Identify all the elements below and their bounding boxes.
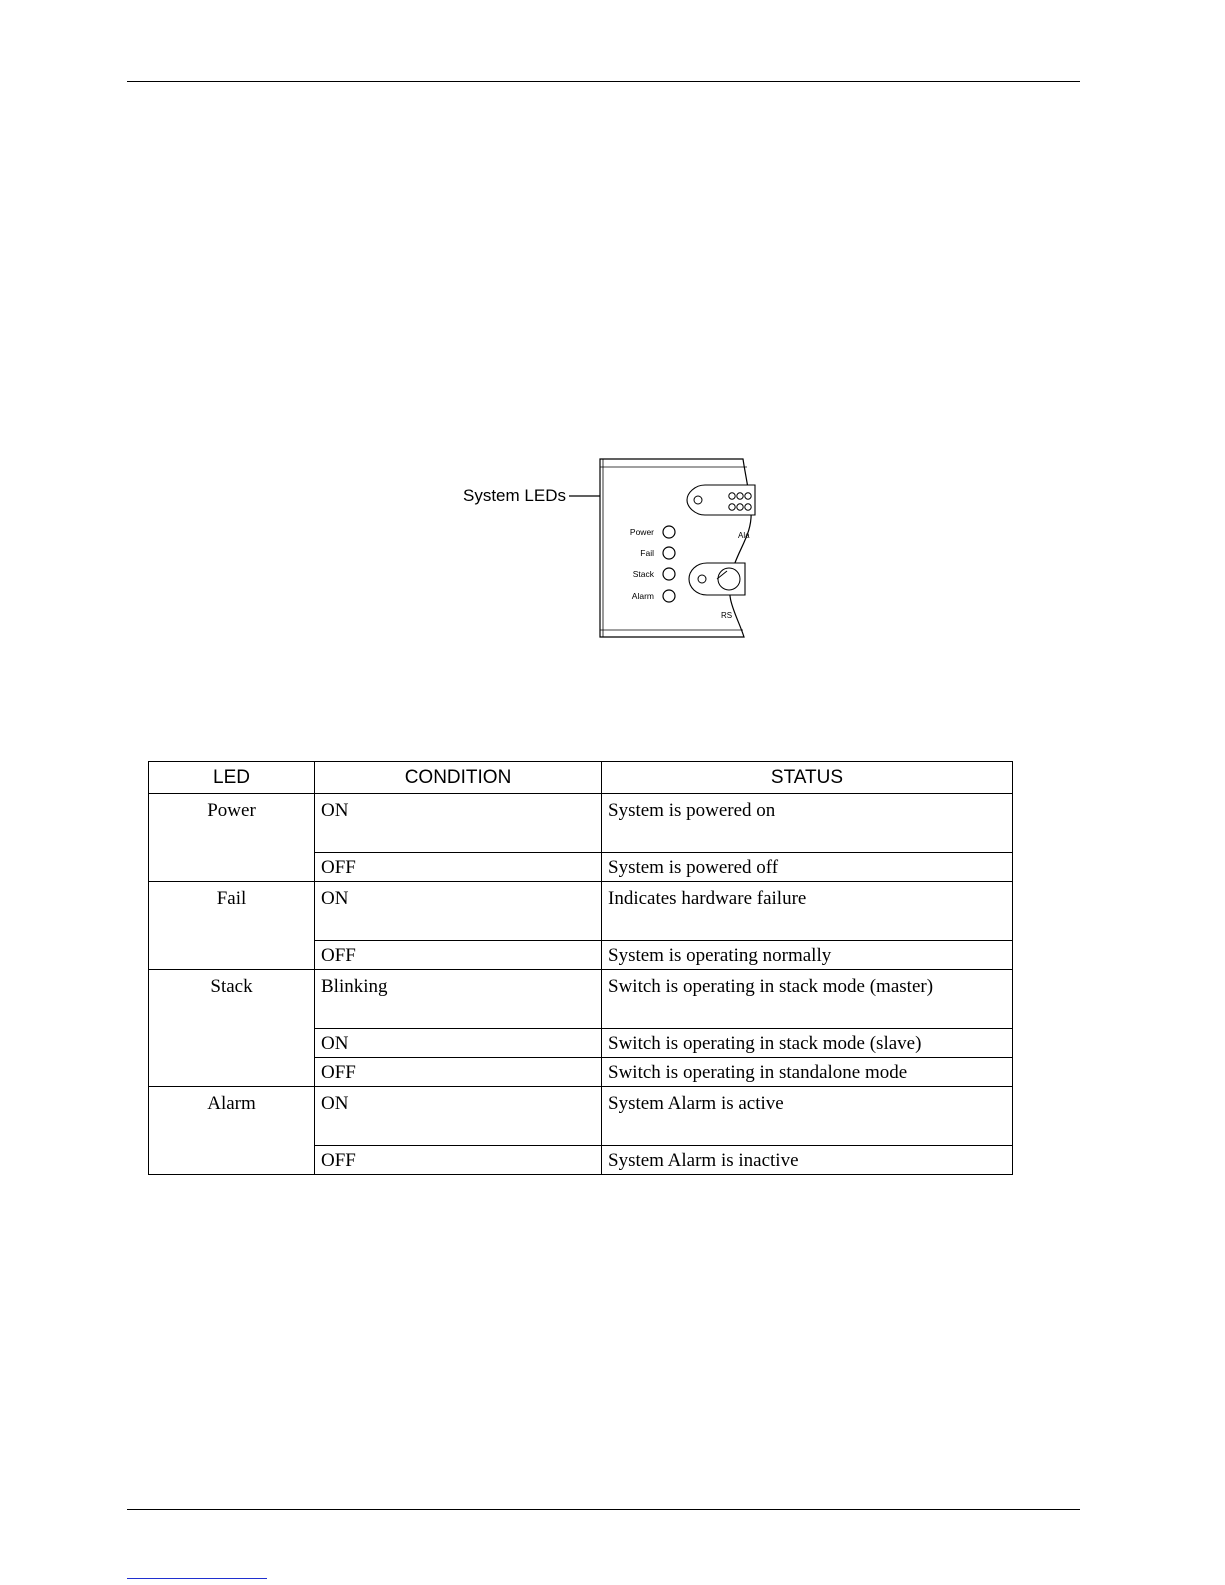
system-leds-figure xyxy=(455,455,775,645)
condition-cell: OFF xyxy=(315,853,602,882)
header-led: LED xyxy=(149,762,315,794)
header-condition: CONDITION xyxy=(315,762,602,794)
connector-socket-icon xyxy=(718,568,740,590)
condition-cell: Blinking xyxy=(315,970,602,1029)
stack-led-icon xyxy=(663,568,675,580)
table-row xyxy=(149,882,1013,941)
status-cell: System is powered on xyxy=(602,794,1013,853)
led-label-power: Power xyxy=(629,527,654,537)
power-led-icon xyxy=(663,526,675,538)
connector-pin-icon xyxy=(745,493,751,499)
led-name-cell: Power xyxy=(149,794,315,882)
condition-cell: ON xyxy=(315,882,602,941)
connector-pin-icon xyxy=(737,504,743,510)
condition-cell: ON xyxy=(315,794,602,853)
figure-callout: System LEDs xyxy=(463,486,566,505)
rs-port-label: RS xyxy=(721,611,733,620)
table-row xyxy=(149,794,1013,853)
status-cell: Switch is operating in stack mode (slave) xyxy=(602,1029,1013,1058)
connector-pin-icon xyxy=(737,493,743,499)
status-cell: Switch is operating in stack mode (master) xyxy=(602,970,1013,1029)
led-name-cell: Fail xyxy=(149,882,315,970)
status-cell: System is operating normally xyxy=(602,941,1013,970)
connector-pin-icon xyxy=(729,504,735,510)
condition-cell: OFF xyxy=(315,1146,602,1175)
led-label-stack: Stack xyxy=(632,569,654,579)
condition-cell: OFF xyxy=(315,941,602,970)
status-cell: Switch is operating in standalone mode xyxy=(602,1058,1013,1087)
led-name-cell: Stack xyxy=(149,970,315,1087)
footer-rule xyxy=(127,1509,1080,1510)
status-cell: System Alarm is active xyxy=(602,1087,1013,1146)
led-name-cell: Alarm xyxy=(149,1087,315,1175)
fail-led-icon xyxy=(663,547,675,559)
alarm-led-icon xyxy=(663,590,675,602)
footer-link-underline[interactable] xyxy=(127,1578,267,1579)
connector-pin-icon xyxy=(729,493,735,499)
led-label-fail: Fail xyxy=(640,548,654,558)
condition-cell: OFF xyxy=(315,1058,602,1087)
connector-pin-icon xyxy=(745,504,751,510)
condition-cell: ON xyxy=(315,1087,602,1146)
table-header-row xyxy=(149,762,1013,794)
led-status-table xyxy=(148,761,1013,1175)
connector-screw-icon xyxy=(698,575,706,583)
header-rule xyxy=(127,81,1080,82)
front-panel-drawing xyxy=(455,455,775,645)
alarm-port-label: Ala xyxy=(738,531,750,540)
status-cell: System Alarm is inactive xyxy=(602,1146,1013,1175)
led-label-alarm: Alarm xyxy=(631,591,654,601)
status-cell: System is powered off xyxy=(602,853,1013,882)
table-row xyxy=(149,1087,1013,1146)
table-row xyxy=(149,970,1013,1029)
header-status: STATUS xyxy=(602,762,1013,794)
status-cell: Indicates hardware failure xyxy=(602,882,1013,941)
condition-cell: ON xyxy=(315,1029,602,1058)
connector-screw-icon xyxy=(694,496,702,504)
